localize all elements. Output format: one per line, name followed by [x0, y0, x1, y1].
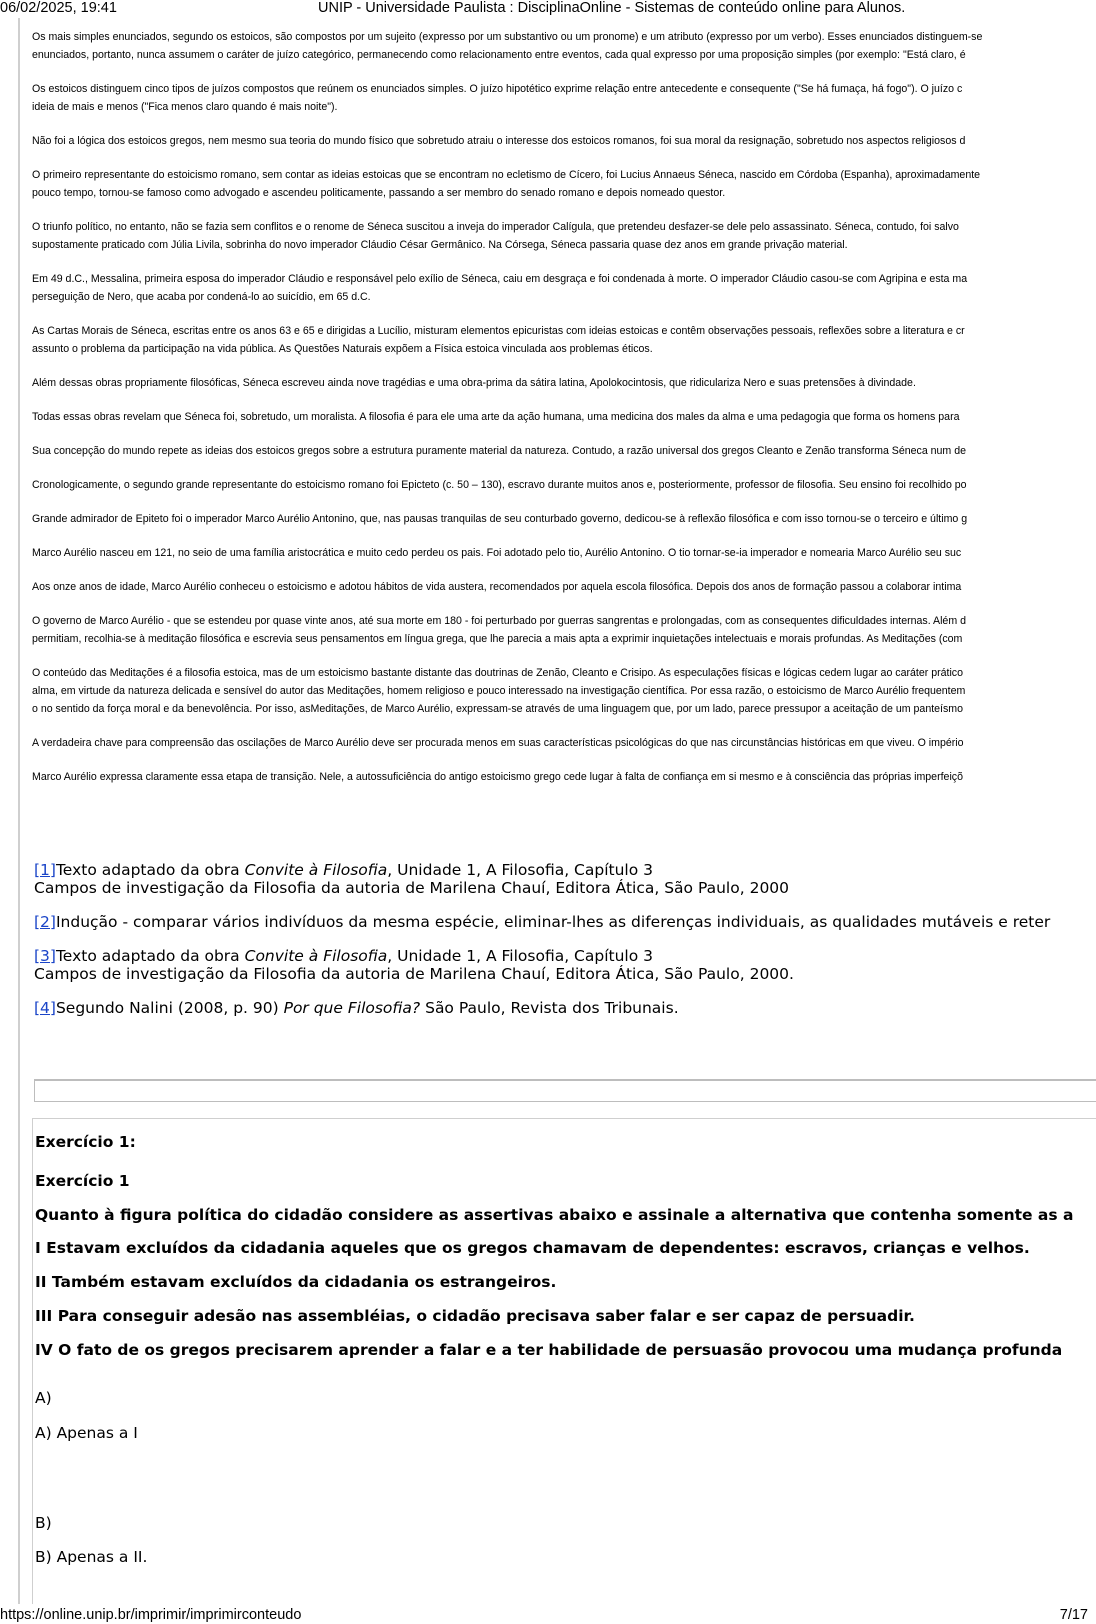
article-paragraph: [32, 578, 1096, 596]
footnote-ref-link[interactable]: [3]: [34, 947, 56, 965]
paragraph-line: Além dessas obras propriamente filosóficas, Séneca escreveu ainda nove tragédias e uma obra-prima da sátira latina, Apolokocintosis, que ridiculariza Nero e suas pretensões à divindade.: [32, 377, 916, 389]
separator-box: [34, 1079, 1096, 1102]
article-paragraph: [32, 132, 1096, 150]
paragraph-line: As Cartas Morais de Séneca, escritas entre os anos 63 e 65 e dirigidas a Lucílio, misturam elementos epicuristas com ideias estoicas e contêm observações pessoais, reflexões sobre a literatura e cr: [32, 325, 965, 337]
paragraph-line: permitiam, recolhia-se à meditação filosófica e escrevia seus pensamentos em língua grega, que lhe parecia a mais apta a exprimir inquietações intelectuais e morais profundas. As Meditações (com: [32, 633, 963, 645]
article-paragraph: [32, 476, 1096, 494]
article-paragraph: [32, 28, 1096, 64]
paragraph-line: alma, em virtude da natureza delicada e sensível do autor das Meditações, homem religioso e pouco interessado na investigação científica. Por essa razão, o estoicismo de Marco Aurélio frequentem: [32, 685, 966, 697]
paragraph-line: pouco tempo, tornou-se famoso como advogado e ascendeu politicamente, passando a ser membro do senado romano e depois nomeado questor.: [32, 187, 726, 199]
footnote-text-line2: Campos de investigação da Filosofia da autoria de Marilena Chauí, Editora Ática, São Paulo, 2000: [34, 879, 790, 897]
article-paragraph: [32, 734, 1096, 752]
paragraph-line: Marco Aurélio expressa claramente essa etapa de transição. Nele, a autossuficiência do antigo estoicismo grego cede lugar à falta de confiança em si mesmo e à consciência das próprias imperfeiçõ: [32, 771, 963, 783]
paragraph-line: ideia de mais e menos ("Fica menos claro quando é mais noite").: [32, 101, 338, 113]
paragraph-line: Os mais simples enunciados, segundo os estoicos, são compostos por um sujeito (expresso por um substantivo ou um pronome) e um atributo (expresso por um verbo). Esses enunciados distinguem-se: [32, 31, 983, 43]
assertion-4: IV O fato de os gregos precisarem aprender a falar e a ter habilidade de persuasão provocou uma mudança profunda: [35, 1341, 1063, 1359]
paragraph-line: o no sentido da força moral e da benevolência. Por isso, asMeditações, de Marco Aurélio, expressam-se através de uma linguagem que, por um lado, parece pressupor a aceitação de um panteísmo: [32, 703, 964, 715]
paragraph-line: enunciados, portanto, nunca assumem o caráter de juízo categórico, permanecendo como relacionamento entre eventos, cada qual expresso por uma proposição simples (por exemplo: "Está claro, é: [32, 49, 966, 61]
article-paragraph: [32, 374, 1096, 392]
option-b-text[interactable]: B) Apenas a II.: [35, 1548, 148, 1566]
paragraph-line: assunto o problema da participação na vida pública. As Questões Naturais expõem a Física estoica vinculada aos problemas éticos.: [32, 343, 653, 355]
paragraph-line: Não foi a lógica dos estoicos gregos, nem mesmo sua teoria do mundo físico que sobretudo atraiu o interesse dos estoicos romanos, foi sua moral da resignação, sobretudo nos aspectos religiosos d: [32, 135, 966, 147]
article-paragraph: [32, 612, 1096, 648]
article-paragraphs: [32, 28, 1096, 802]
footnote: [34, 913, 1096, 931]
footnote: [34, 999, 1096, 1017]
article-paragraph: [32, 270, 1096, 306]
print-url: https://online.unip.br/imprimir/imprimirconteudo: [0, 1607, 302, 1623]
exercise-question: Quanto à figura política do cidadão considere as assertivas abaixo e assinale a alternativa que contenha somente as a: [35, 1206, 1074, 1224]
footnote-ref-link[interactable]: [4]: [34, 999, 56, 1017]
paragraph-line: Cronologicamente, o segundo grande representante do estoicismo romano foi Epicteto (c. 50 – 130), escravo durante muitos anos e, posteriormente, professor de filosofia. Seu ensino foi recolhido po: [32, 479, 967, 491]
footnote-ref-link[interactable]: [2]: [34, 913, 56, 931]
article-paragraph: [32, 166, 1096, 202]
paragraph-line: supostamente praticado com Júlia Livila, sobrinha do novo imperador Cláudio César Germânico. Na Córsega, Séneca passaria quase dez anos em grande privação material.: [32, 239, 848, 251]
assertion-1: I Estavam excluídos da cidadania aqueles que os gregos chamavam de dependentes: escravos, crianças e velhos.: [35, 1239, 1030, 1257]
article-paragraph: [32, 218, 1096, 254]
paragraph-line: Sua concepção do mundo repete as ideias dos estoicos gregos sobre a estrutura puramente material da natureza. Contudo, a razão universal dos gregos Cleanto e Zenão transforma Séneca num de: [32, 445, 966, 457]
paragraph-line: Os estoicos distinguem cinco tipos de juízos compostos que reúnem os enunciados simples. O juízo hipotético exprime relação entre antecedente e consequente ("Se há fumaça, há fogo"). O juízo c: [32, 83, 963, 95]
print-date: 06/02/2025, 19:41: [0, 0, 117, 16]
paragraph-line: Em 49 d.C., Messalina, primeira esposa do imperador Cláudio e responsável pelo exílio de Séneca, caiu em desgraça e foi condenada à morte. O imperador Cláudio casou-se com Agripina e esta ma: [32, 273, 968, 285]
article-paragraph: [32, 408, 1096, 426]
footnotes: [34, 861, 1096, 1033]
footnote-title: Por que Filosofia?: [283, 999, 421, 1017]
paragraph-line: Aos onze anos de idade, Marco Aurélio conheceu o estoicismo e adotou hábitos de vida austera, recomendados por aquela escola filosófica. Depois dos anos de formação passou a colaborar intima: [32, 581, 962, 593]
paragraph-line: O conteúdo das Meditações é a filosofia estoica, mas de um estoicismo bastante distante das doutrinas de Zenão, Cleanto e Crisipo. As especulações físicas e lógicas cedem lugar ao caráter prático: [32, 667, 963, 679]
print-title: UNIP - Universidade Paulista : DisciplinaOnline - Sistemas de conteúdo online para Alunos.: [318, 0, 906, 16]
footnote-text-tail: , Unidade 1, A Filosofia, Capítulo 3: [387, 947, 653, 965]
article-paragraph: [32, 664, 1096, 718]
assertion-2: II Também estavam excluídos da cidadania os estrangeiros.: [35, 1273, 557, 1291]
option-a-letter[interactable]: A): [35, 1389, 52, 1407]
footnote: [34, 947, 1096, 983]
print-footer: [0, 1604, 1096, 1624]
paragraph-line: Grande admirador de Epiteto foi o imperador Marco Aurélio Antonino, que, nas pausas tranquilas de seu conturbado governo, dedicou-se à reflexão filosófica e com isso tornou-se o terceiro e último g: [32, 513, 968, 525]
footnote-text: Texto adaptado da obra: [55, 861, 245, 879]
option-a-text[interactable]: A) Apenas a I: [35, 1424, 138, 1442]
footnote-ref-link[interactable]: [1]: [34, 861, 56, 879]
article-paragraph: [32, 510, 1096, 528]
footnote: [34, 861, 1096, 897]
content-frame: [18, 18, 1096, 1604]
paragraph-line: perseguição de Nero, que acaba por condená-lo ao suicídio, em 65 d.C.: [32, 291, 371, 303]
exercise-subheading: Exercício 1: [35, 1172, 130, 1190]
assertion-3: III Para conseguir adesão nas assembléias, o cidadão precisava saber falar e ser capaz de persuadir.: [35, 1307, 915, 1325]
print-header: [0, 0, 1096, 18]
exercise-box: [32, 1118, 1096, 1604]
article-paragraph: [32, 80, 1096, 116]
paragraph-line: O governo de Marco Aurélio - que se estendeu por quase vinte anos, até sua morte em 180 - foi perturbado por guerras sangrentas e prolongadas, com as consequentes dificuldades internas. Além d: [32, 615, 966, 627]
footnote-text-line2: Campos de investigação da Filosofia da autoria de Marilena Chauí, Editora Ática, São Paulo, 2000.: [34, 965, 794, 983]
article-paragraph: [32, 442, 1096, 460]
paragraph-line: O triunfo político, no entanto, não se fazia sem conflitos e o renome de Séneca suscitou a inveja do imperador Calígula, que pretendeu desfazer-se dele pelo assassinato. Séneca, contudo, foi salvo: [32, 221, 959, 233]
footnote-text: Segundo Nalini (2008, p. 90): [55, 999, 284, 1017]
article-paragraph: [32, 768, 1096, 786]
footnote-text-tail: São Paulo, Revista dos Tribunais.: [420, 999, 679, 1017]
footnote-text: Indução - comparar vários indivíduos da mesma espécie, eliminar-lhes as diferenças individuais, as qualidades mutáveis e reter: [55, 913, 1051, 931]
page-number: 7/17: [1059, 1607, 1088, 1623]
paragraph-line: Marco Aurélio nasceu em 121, no seio de uma família aristocrática e muito cedo perdeu os pais. Foi adotado pelo tio, Aurélio Antonino. O tio tornar-se-ia imperador e nomearia Marco Aurélio seu suc: [32, 547, 962, 559]
exercise-heading: Exercício 1:: [35, 1133, 136, 1151]
footnote-title: Convite à Filosofia: [244, 861, 388, 879]
footnote-text-tail: , Unidade 1, A Filosofia, Capítulo 3: [387, 861, 653, 879]
article-paragraph: [32, 544, 1096, 562]
article-paragraph: [32, 322, 1096, 358]
paragraph-line: O primeiro representante do estoicismo romano, sem contar as ideias estoicas que se encontram no ecletismo de Cícero, foi Lucius Annaeus Séneca, nascido em Córdoba (Espanha), aproximadamente: [32, 169, 981, 181]
footnote-text: Texto adaptado da obra: [55, 947, 245, 965]
paragraph-line: Todas essas obras revelam que Séneca foi, sobretudo, um moralista. A filosofia é para ele uma arte da ação humana, uma medicina dos males da alma e uma pedagogia que forma os homens para: [32, 411, 960, 423]
paragraph-line: A verdadeira chave para compreensão das oscilações de Marco Aurélio deve ser procurada menos em suas características psicológicas do que nas circunstâncias históricas em que viveu. O império: [32, 737, 964, 749]
footnote-title: Convite à Filosofia: [244, 947, 388, 965]
option-b-letter[interactable]: B): [35, 1514, 52, 1532]
